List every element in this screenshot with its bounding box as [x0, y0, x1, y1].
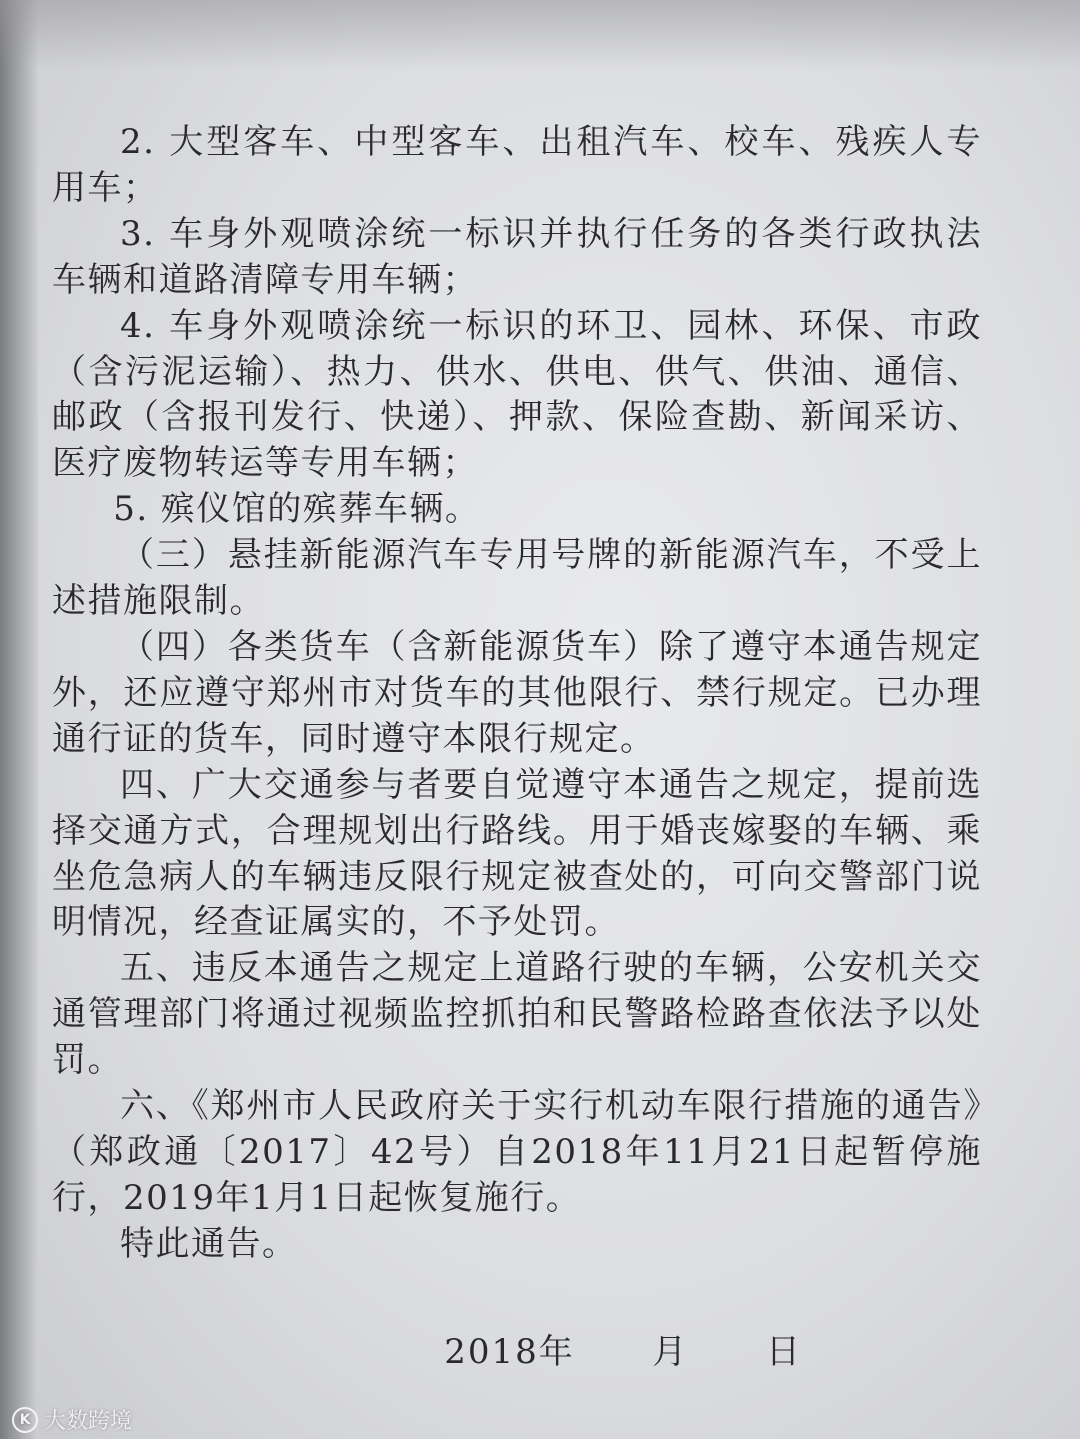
- paragraph-section-4: （四）各类货车（含新能源货车）除了遵守本通告规定外，还应遵守郑州市对货车的其他限行、禁行规定。已办理通行证的货车，同时遵守本限行规定。: [52, 626, 982, 759]
- watermark-logo-icon: K: [12, 1407, 38, 1433]
- page-edge-shadow: [0, 0, 38, 1439]
- paragraph-article-4: 四、广大交通参与者要自觉遵守本通告之规定，提前选择交通方式，合理规划出行路线。用于婚丧嫁娶的车辆、乘坐危急病人的车辆违反限行规定被查处的，可向交警部门说明情况，经查证属实的，不予处罚。: [52, 764, 982, 943]
- paragraph-article-6: 六、《郑州市人民政府关于实行机动车限行措施的通告》（郑政通〔2017〕42号）自2018年11月21日起暂停施行，2019年1月1日起恢复施行。: [52, 1086, 982, 1218]
- closing-statement: 特此通告。: [120, 1223, 298, 1264]
- date-year: 2018年: [444, 1332, 575, 1372]
- paragraph-item-3: 3. 车身外观喷涂统一标识并执行任务的各类行政执法车辆和道路清障专用车辆；: [52, 213, 982, 300]
- top-shadow: [0, 0, 1080, 70]
- paragraph-item-4: 4. 车身外观喷涂统一标识的环卫、园林、环保、市政（含污泥运输）、热力、供水、供电、供气、供油、通信、邮政（含报刊发行、快递）、押款、保险查勘、新闻采访、医疗废物转运等专用车辆；: [52, 305, 982, 484]
- watermark-text: 大数跨境: [44, 1409, 133, 1434]
- paragraph-section-3: （三）悬挂新能源汽车专用号牌的新能源汽车，不受上述措施限制。: [52, 535, 982, 622]
- paragraph-item-5: 5. 殡仪馆的殡葬车辆。: [113, 489, 481, 530]
- watermark: [12, 1404, 132, 1435]
- notice-body: [52, 120, 982, 1268]
- date-month: 月: [652, 1332, 689, 1372]
- signature-date: [0, 1324, 1080, 1373]
- paragraph-article-5: 五、违反本通告之规定上道路行驶的车辆，公安机关交通管理部门将通过视频监控抓拍和民警路检路查依法予以处罚。: [52, 948, 982, 1081]
- paragraph-item-2: 2. 大型客车、中型客车、出租汽车、校车、残疾人专用车；: [52, 122, 982, 208]
- date-day: 日: [766, 1332, 802, 1372]
